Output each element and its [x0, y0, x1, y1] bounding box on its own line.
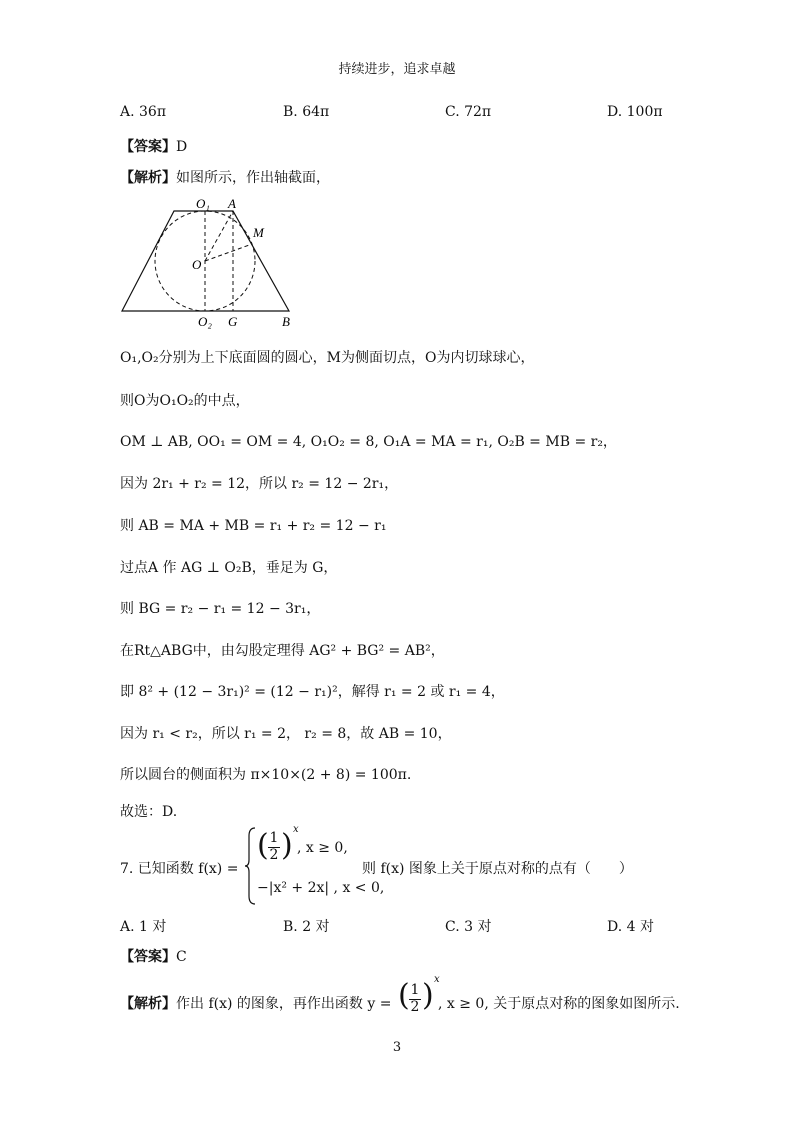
- segment-oa: [205, 211, 233, 261]
- answer-label: 【答案】: [120, 949, 176, 965]
- q7-analysis: [120, 993, 391, 1013]
- frac-num: 1: [410, 982, 420, 998]
- q7-answer: [120, 946, 187, 966]
- q7-choice-b: B. 2 对: [283, 919, 330, 935]
- q7-case-2: −|x² + 2x| , x < 0,: [257, 880, 385, 896]
- axial-section-figure: [118, 192, 308, 332]
- q6-line-8: 在Rt△ABG中，由勾股定理得 AG² + BG² = AB²，: [120, 643, 445, 659]
- paren-left: (: [398, 978, 410, 1013]
- q6-line-3: OM ⊥ AB, OO₁ = OM = 4, O₁O₂ = 8, O₁A = MA = r₁, O₂B = MB = r₂，: [120, 434, 617, 450]
- left-brace: [243, 826, 257, 906]
- q7-stem-prefix: 7. 已知函数 f(x) =: [120, 861, 239, 877]
- q6-answer: [120, 136, 187, 156]
- frac-num: 1: [269, 830, 279, 846]
- q7-stem-suffix: 则 f(x) 图象上关于原点对称的点有（ ）: [362, 861, 633, 877]
- q6-line-2: 则O为O₁O₂的中点，: [120, 393, 250, 409]
- q6-line-10: 因为 r₁ < r₂，所以 r₁ = 2， r₂ = 8，故 AB = 10，: [120, 726, 452, 742]
- q6-choice-d: D. 100π: [607, 104, 663, 120]
- analysis-label: 【解析】: [120, 170, 176, 186]
- q6-line-9: 即 8² + (12 − 3r₁)² = (12 − r₁)²，解得 r₁ = 2 或 r₁ = 4，: [120, 684, 505, 700]
- frac-den: 2: [269, 847, 279, 863]
- label-o: O: [192, 257, 202, 272]
- answer-value: C: [176, 949, 187, 965]
- q7-analysis-fraction: [398, 974, 440, 1024]
- q7-choice-c: C. 3 对: [445, 919, 492, 935]
- page-number: 3: [392, 1040, 402, 1055]
- q6-line-6: 过点A 作 AG ⊥ O₂B，垂足为 G，: [120, 560, 338, 576]
- answer-value: D: [176, 139, 188, 155]
- q6-line-4: 因为 2r₁ + r₂ = 12，所以 r₂ = 12 − 2r₁，: [120, 476, 399, 492]
- q6-line-11: 所以圆台的侧面积为 π×10×(2 + 8) = 100π.: [120, 767, 412, 783]
- q7-choice-a: A. 1 对: [120, 919, 167, 935]
- paren-right: ): [422, 978, 434, 1013]
- q6-choice-a: A. 36π: [120, 104, 167, 120]
- q7-analysis-text-b: , x ≥ 0, 关于原点对称的图象如图所示.: [438, 996, 680, 1012]
- answer-label: 【答案】: [120, 139, 176, 155]
- q6-line-7: 则 BG = r₂ − r₁ = 12 − 3r₁，: [120, 601, 321, 617]
- page-header: 持续进步，追求卓越: [338, 62, 456, 77]
- q6-analysis-intro: [120, 167, 330, 187]
- exp-x: x: [434, 974, 440, 985]
- q6-line-12: 故选：D.: [120, 804, 178, 820]
- q6-line-5: 则 AB = MA + MB = r₁ + r₂ = 12 − r₁: [120, 518, 387, 534]
- paren-right: ): [281, 828, 293, 863]
- q6-line-1: O₁,O₂分别为上下底面圆的圆心，M为侧面切点，O为内切球球心，: [120, 350, 535, 366]
- paren-left: (: [257, 828, 269, 863]
- label-o1: O₁: [196, 196, 210, 211]
- case1-condition: , x ≥ 0,: [297, 840, 348, 856]
- label-m: M: [253, 225, 264, 240]
- q7-choice-d: D. 4 对: [607, 919, 654, 935]
- q6-choice-b: B. 64π: [283, 104, 330, 120]
- segment-om: [205, 244, 252, 261]
- q6-choice-c: C. 72π: [445, 104, 492, 120]
- label-g: G: [228, 314, 238, 329]
- label-b: B: [282, 314, 290, 329]
- frac-den: 2: [410, 999, 420, 1015]
- analysis-label: 【解析】: [120, 996, 176, 1012]
- analysis-intro-text: 如图所示，作出轴截面，: [176, 170, 330, 186]
- label-a: A: [228, 196, 236, 211]
- analysis-text-a: 作出 f(x) 的图象，再作出函数 y =: [176, 996, 392, 1012]
- label-o2: O₂: [198, 314, 212, 329]
- exp-x: x: [293, 824, 299, 835]
